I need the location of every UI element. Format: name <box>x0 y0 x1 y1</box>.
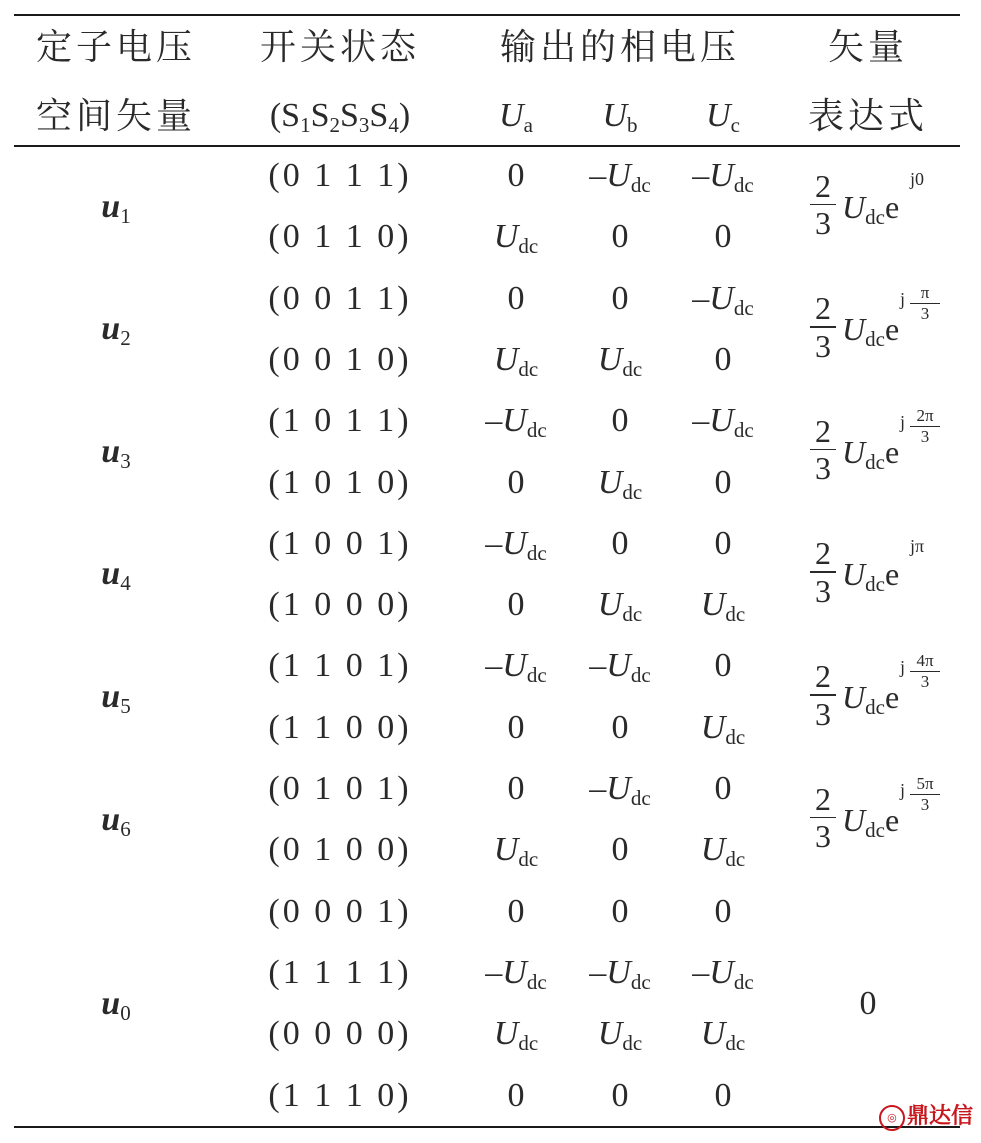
phase-voltage-ua-cell: Udc <box>493 218 539 259</box>
phase-voltage-ub-cell: –Udc <box>589 770 651 810</box>
phase-voltage-ub-cell: Udc <box>597 463 643 504</box>
phase-voltage-ub-cell: 0 <box>611 1076 629 1114</box>
phase-voltage-uc-cell: 0 <box>714 340 732 378</box>
vector-expression <box>800 651 960 739</box>
phase-voltage-ua-cell: Udc <box>493 340 539 381</box>
switch-state-cell: (0 0 1 0) <box>268 340 412 378</box>
udc-exponential: Udce <box>842 433 900 474</box>
switch-state-cell: (0 1 1 0) <box>268 218 412 256</box>
phase-voltage-ub-cell: 0 <box>611 524 629 562</box>
space-vector-label: u4 <box>101 555 131 596</box>
phase-voltage-ua-cell: –Udc <box>485 402 547 443</box>
phase-voltage-uc-cell: –Udc <box>692 157 754 197</box>
space-vector-label: u2 <box>101 310 131 351</box>
phase-voltage-uc-cell: Udc <box>700 831 746 872</box>
phase-voltage-ub-cell: –Udc <box>589 647 651 688</box>
brand-logo: ◎ 鼎达信 <box>879 1099 973 1131</box>
exponent-j: j <box>900 289 906 310</box>
header-vector-line2: 空间矢量 <box>35 96 197 136</box>
header-uc: Uc <box>706 97 740 137</box>
exponent-fraction: 2π 3 <box>910 406 940 447</box>
phase-voltage-ua-cell: 0 <box>507 770 525 807</box>
phase-voltage-ub-cell: 0 <box>611 279 629 317</box>
header-ub: Ub <box>602 97 638 137</box>
logo-mark-icon: ◎ <box>879 1105 905 1131</box>
phase-voltage-uc-cell: –Udc <box>692 279 754 320</box>
exponent: jπ <box>910 536 925 557</box>
phase-voltage-ua-cell: 0 <box>507 279 525 317</box>
fraction-two-thirds: 2 3 <box>810 291 836 363</box>
vector-expression <box>800 773 960 862</box>
phase-voltage-uc-cell: Udc <box>700 708 746 749</box>
phase-voltage-ua-cell: Udc <box>493 831 539 872</box>
phase-voltage-ua-cell: Udc <box>493 1015 539 1056</box>
phase-voltage-uc-cell: 0 <box>714 1076 732 1114</box>
udc-exponential: Udce <box>842 801 900 842</box>
switch-state-cell: (1 1 0 0) <box>268 708 412 746</box>
phase-voltage-uc-cell: 0 <box>714 770 732 807</box>
exponent-fraction: 4π 3 <box>910 651 940 692</box>
switch-state-cell: (1 1 0 1) <box>268 647 412 685</box>
top-rule <box>14 14 960 16</box>
phase-voltage-ua-cell: –Udc <box>485 524 547 565</box>
header-expr-line1: 矢量 <box>827 27 909 67</box>
fraction-two-thirds: 2 3 <box>810 414 836 486</box>
phase-voltage-ub-cell: 0 <box>611 892 629 930</box>
phase-voltage-ua-cell: –Udc <box>485 953 547 994</box>
phase-voltage-ua-cell: 0 <box>507 1076 525 1114</box>
vector-expression <box>800 405 960 494</box>
phase-voltage-ub-cell: 0 <box>611 708 629 746</box>
bottom-rule <box>14 1126 960 1128</box>
phase-voltage-ub-cell: Udc <box>597 586 643 627</box>
phase-voltage-uc-cell: –Udc <box>692 953 754 994</box>
space-vector-label: u0 <box>101 984 131 1025</box>
phase-voltage-ub-cell: –Udc <box>589 157 651 197</box>
switch-state-cell: (0 1 1 1) <box>268 157 412 194</box>
switch-state-cell: (1 1 1 1) <box>268 953 412 991</box>
phase-voltage-ua-cell: 0 <box>507 892 525 930</box>
phase-voltage-ub-cell: –Udc <box>589 953 651 994</box>
switch-state-cell: (0 0 1 1) <box>268 279 412 317</box>
exponent-fraction: 5π 3 <box>910 774 940 815</box>
phase-voltage-ua-cell: –Udc <box>485 647 547 688</box>
switch-state-cell: (1 0 1 1) <box>268 402 412 440</box>
udc-exponential: Udce <box>842 311 900 352</box>
space-vector-label: u1 <box>101 187 131 228</box>
phase-voltage-ua-cell: 0 <box>507 157 525 194</box>
switch-state-cell: (0 0 0 0) <box>268 1015 412 1053</box>
exponent-fraction: π 3 <box>910 283 940 324</box>
switch-state-cell: (1 0 0 1) <box>268 524 412 562</box>
switch-state-cell: (1 1 1 0) <box>268 1076 412 1114</box>
header-rule <box>14 145 960 147</box>
phase-voltage-ua-cell: 0 <box>507 708 525 746</box>
exponent-j: j <box>900 779 906 800</box>
phase-voltage-uc-cell: 0 <box>714 647 732 685</box>
phase-voltage-ub-cell: 0 <box>611 218 629 256</box>
phase-voltage-ub-cell: 0 <box>611 402 629 440</box>
phase-voltage-uc-cell: Udc <box>700 586 746 627</box>
header-vector-line1: 定子电压 <box>35 27 197 67</box>
header-expr-line2: 表达式 <box>807 96 929 136</box>
vector-expression: 0 <box>859 984 877 1022</box>
space-vector-label: u5 <box>101 678 131 719</box>
switch-state-cell: (0 0 0 1) <box>268 892 412 930</box>
fraction-two-thirds: 2 3 <box>810 536 836 608</box>
header-switch-line2: (S1S2S3S4) <box>269 97 411 137</box>
header-ua: Ua <box>499 97 533 137</box>
phase-voltage-uc-cell: 0 <box>714 892 732 930</box>
fraction-two-thirds: 2 3 <box>810 659 836 731</box>
phase-voltage-uc-cell: Udc <box>700 1015 746 1056</box>
vector-expression <box>800 169 960 249</box>
udc-exponential: Udce <box>842 188 900 229</box>
header-phase-voltage: 输出的相电压 <box>499 27 741 67</box>
phase-voltage-ua-cell: 0 <box>507 463 525 501</box>
exponent-j: j <box>900 411 906 432</box>
phase-voltage-ub-cell: Udc <box>597 1015 643 1056</box>
phase-voltage-uc-cell: –Udc <box>692 402 754 443</box>
switch-state-cell: (0 1 0 0) <box>268 831 412 869</box>
switch-state-cell: (0 1 0 1) <box>268 770 412 807</box>
switch-state-cell: (1 0 0 0) <box>268 586 412 624</box>
vector-expression <box>800 283 960 371</box>
switch-state-cell: (1 0 1 0) <box>268 463 412 501</box>
phase-voltage-uc-cell: 0 <box>714 524 732 562</box>
space-vector-label: u6 <box>101 800 131 841</box>
header-switch-line1: 开关状态 <box>259 27 421 67</box>
vector-expression <box>800 536 960 616</box>
exponent-j: j <box>900 657 906 678</box>
fraction-two-thirds: 2 3 <box>810 169 836 241</box>
udc-exponential: Udce <box>842 556 900 597</box>
exponent: j0 <box>910 168 925 189</box>
phase-voltage-ub-cell: 0 <box>611 831 629 869</box>
phase-voltage-ua-cell: 0 <box>507 586 525 624</box>
udc-exponential: Udce <box>842 679 900 720</box>
phase-voltage-uc-cell: 0 <box>714 218 732 256</box>
space-vector-label: u3 <box>101 432 131 473</box>
phase-voltage-ub-cell: Udc <box>597 340 643 381</box>
phase-voltage-uc-cell: 0 <box>714 463 732 501</box>
fraction-two-thirds: 2 3 <box>810 782 836 854</box>
